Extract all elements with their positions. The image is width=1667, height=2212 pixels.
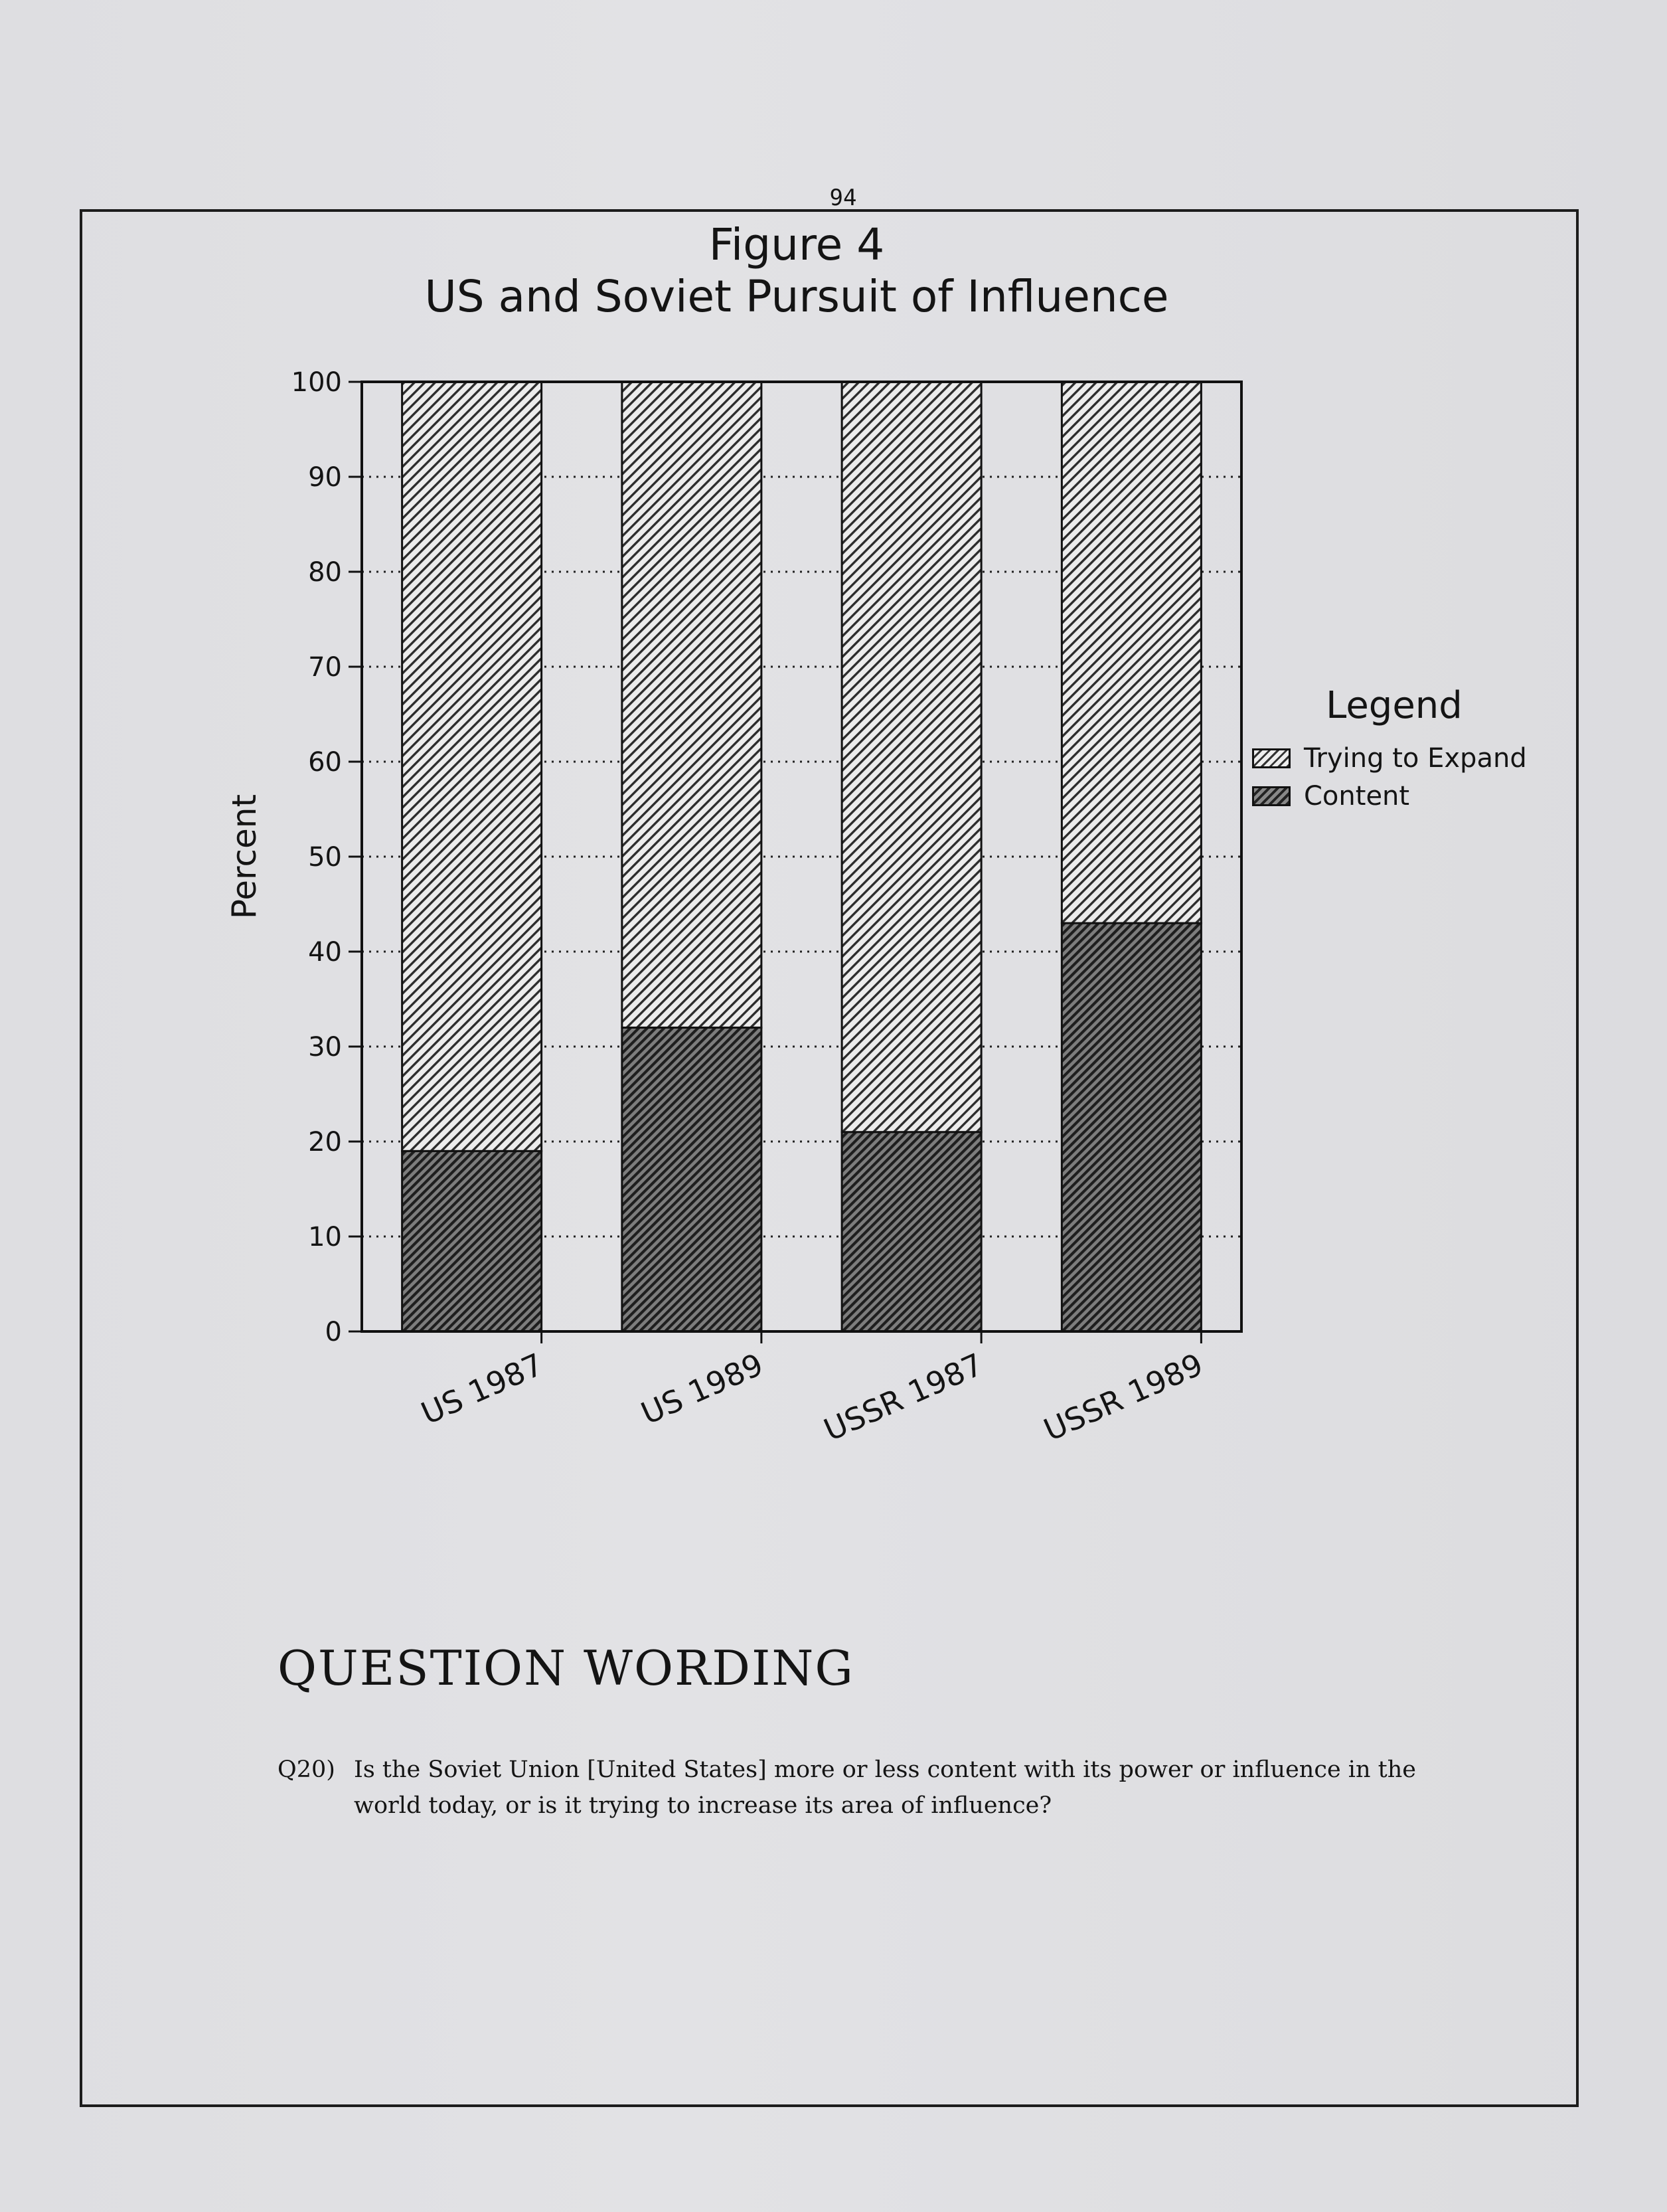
bar-content-ussr-1989 bbox=[1062, 923, 1201, 1331]
question-wording-heading: QUESTION WORDING bbox=[278, 1640, 854, 1696]
y-tick-label: 10 bbox=[308, 1222, 342, 1252]
x-tick-label: USSR 1989 bbox=[1038, 1346, 1208, 1448]
bar-trying-to-expand-us-1987 bbox=[402, 382, 542, 1151]
y-tick-label: 80 bbox=[308, 557, 342, 588]
bar-trying-to-expand-ussr-1989 bbox=[1062, 382, 1201, 923]
y-tick-label: 70 bbox=[308, 652, 342, 683]
y-tick-label: 50 bbox=[308, 842, 342, 873]
y-tick-label: 100 bbox=[291, 367, 342, 398]
legend-label-trying-to-expand: Trying to Expand bbox=[1304, 743, 1527, 774]
bar-content-us-1987 bbox=[402, 1151, 542, 1331]
bar-content-ussr-1987 bbox=[842, 1132, 981, 1331]
y-tick-label: 30 bbox=[308, 1032, 342, 1063]
y-tick-label: 0 bbox=[325, 1317, 342, 1347]
y-tick-label: 90 bbox=[308, 462, 342, 493]
question-label: Q20) bbox=[278, 1756, 335, 1783]
bar-trying-to-expand-ussr-1987 bbox=[842, 382, 981, 1132]
legend-item-trying-to-expand bbox=[1252, 744, 1527, 773]
bar-trying-to-expand-us-1989 bbox=[622, 382, 761, 1027]
question-wording-text bbox=[278, 1752, 1486, 1824]
figure-subtitle: US and Soviet Pursuit of Influence bbox=[424, 271, 1169, 322]
x-tick-label: USSR 1987 bbox=[819, 1346, 989, 1448]
legend-swatch-content bbox=[1252, 786, 1291, 806]
figure-title: Figure 4 bbox=[708, 219, 885, 270]
legend-label-content: Content bbox=[1304, 781, 1410, 811]
y-tick-label: 20 bbox=[308, 1127, 342, 1157]
legend-title: Legend bbox=[1326, 684, 1463, 727]
y-tick-label: 40 bbox=[308, 937, 342, 968]
y-axis-label: Percent bbox=[225, 794, 264, 920]
bar-content-us-1989 bbox=[622, 1027, 761, 1331]
x-tick-label: US 1989 bbox=[635, 1346, 769, 1432]
legend-swatch-trying-to-expand bbox=[1252, 748, 1291, 768]
question-body: Is the Soviet Union [United States] more or less content with its power or influence in the world today, or is it trying to increase its area of influence? bbox=[354, 1756, 1416, 1819]
y-tick-label: 60 bbox=[308, 747, 342, 778]
page-number: 94 bbox=[829, 185, 857, 211]
legend-item-content bbox=[1252, 782, 1409, 811]
x-tick-label: US 1987 bbox=[416, 1346, 549, 1432]
